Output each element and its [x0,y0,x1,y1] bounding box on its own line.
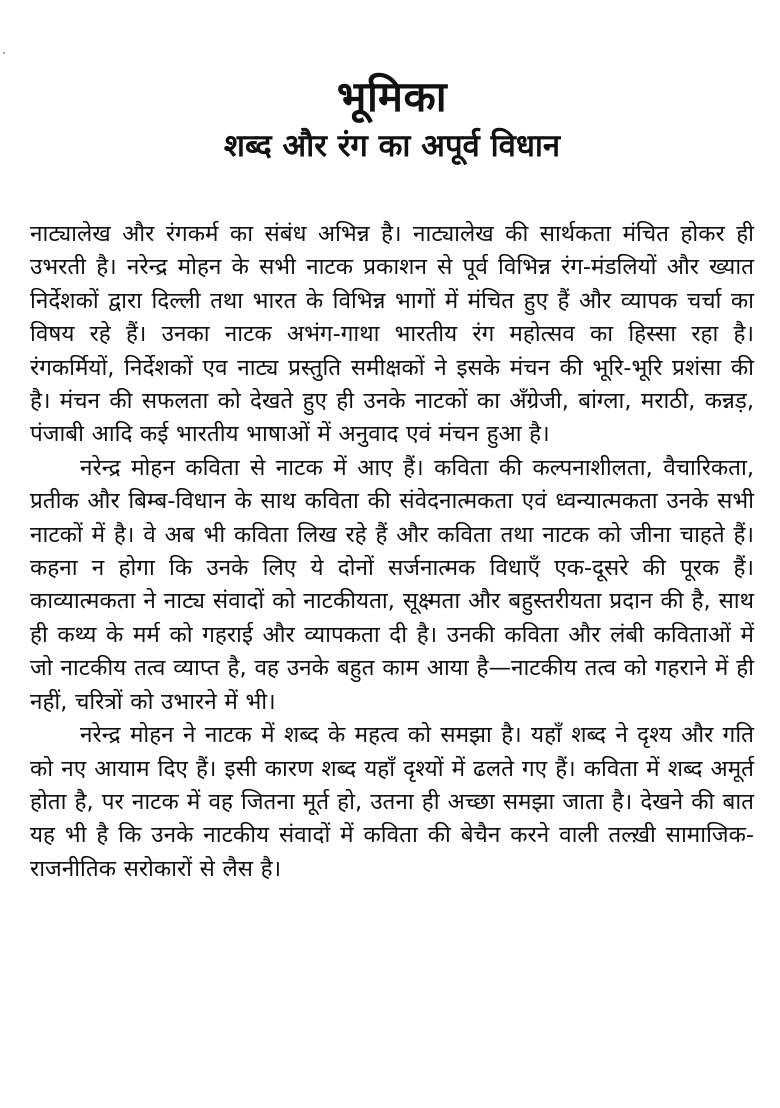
page-title: भूमिका [336,72,448,121]
paragraph-2: नरेन्द्र मोहन कविता से नाटक में आए हैं। कविता की कल्पनाशीलता, वैचारिकता, प्रतीक और बिम्ब-विधान के साथ कविता की संवेदनात्मकता एवं ध्वन्यात्मकता उनके सभी नाटकों में है। वे अब भी कविता लिख रहे हैं और कविता तथा नाटक को जीना चाहते हैं। कहना न होगा कि उनके लिए ये दोनों सर्जनात्मक विधाएँ एक-दूसरे की पूरक हैं। काव्यात्मकता ने नाट्य संवादों को नाटकीयता, सूक्ष्मता और बहुस्तरीयता प्रदान की है, साथ ही कथ्य के मर्म को गहराई और व्यापकता दी है। उनकी कविता और लंबी कविताओं में जो नाटकीय तत्व व्याप्त है, वह उनके बहुत काम आया है—नाटकीय तत्व को गहराने में ही नहीं, चरित्रों को उभारने में भी। [30,454,754,715]
paragraph-1: नाट्यालेख और रंगकर्म का संबंध अभिन्न है। नाट्यालेख की सार्थकता मंचित होकर ही उभरती है। नरेन्द्र मोहन के सभी नाटक प्रकाशन से पूर्व विभिन्न रंग-मंडलियों और ख्यात निर्देशकों द्वारा दिल्ली तथा भारत के विभिन्न भागों में मंचित हुए हैं और व्यापक चर्चा का विषय रहे हैं। उनका नाटक अभंग-गाथा भारतीय रंग महोत्सव का हिस्सा रहा है। रंगकर्मियों, निर्देशकों एव नाट्य प्रस्तुति समीक्षकों ने इसके मंचन की भूरि-भूरि प्रशंसा की है। मंचन की सफलता को देखते हुए ही उनके नाटकों का अँग्रेजी, बांग्ला, मराठी, कन्नड़, पंजाबी आदि कई भारतीय भाषाओं में अनुवाद एवं मंचन हुआ है। [30,221,754,448]
scan-dot [3,52,5,54]
page-subtitle: शब्द और रंग का अपूर्व विधान [223,128,561,164]
paragraph-3: नरेन्द्र मोहन ने नाटक में शब्द के महत्व को समझा है। यहाँ शब्द ने दृश्य और गति को नए आयाम दिए हैं। इसी कारण शब्द यहाँ दृश्यों में ढलते गए हैं। कविता में शब्द अमूर्त होता है, पर नाटक में वह जितना मूर्त हो, उतना ही अच्छा समझा जाता है। देखने की बात यह भी है कि उनके नाटकीय संवादों में कविता की बेचैन करने वाली तल्ख़ी सामाजिक-राजनीतिक सरोकारों से लैस है। [30,722,754,882]
body-text [30,218,754,886]
